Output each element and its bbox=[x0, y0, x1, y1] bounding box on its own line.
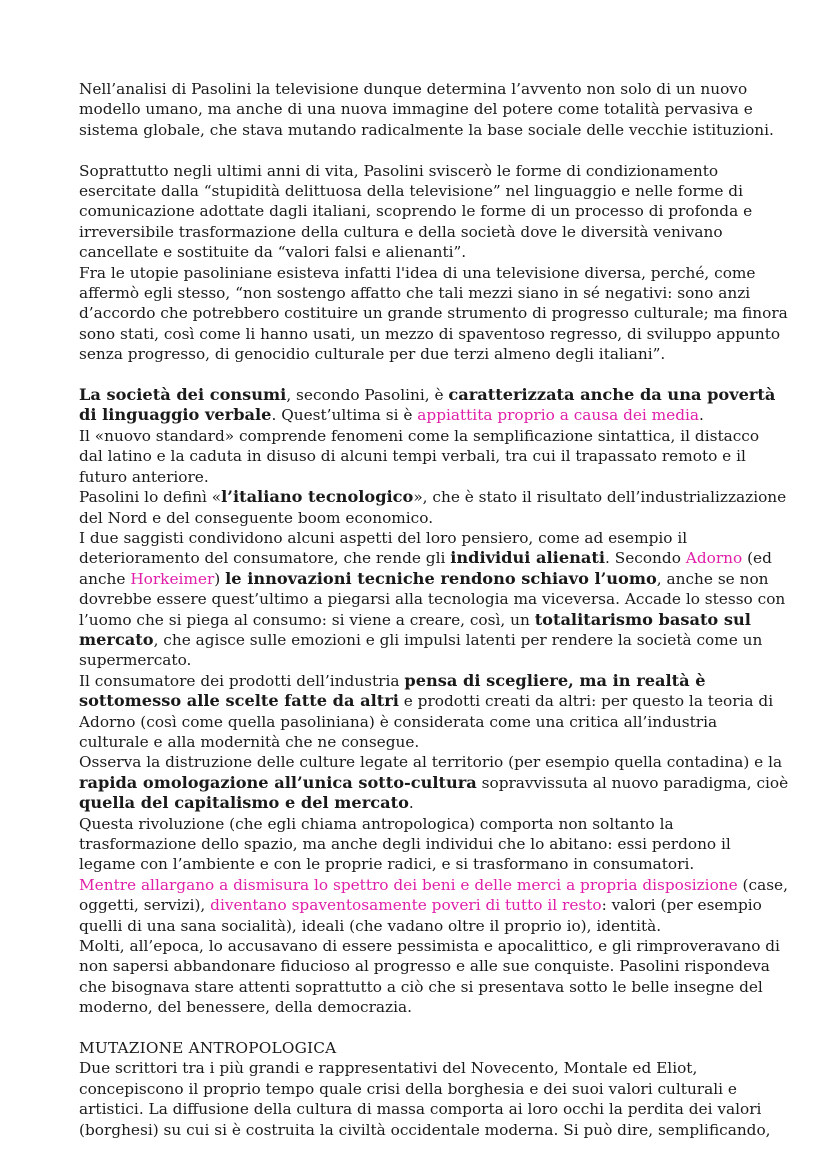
text-line bbox=[79, 772, 789, 793]
text-line bbox=[79, 385, 776, 405]
text-line: Fra le utopie pasoliniane esisteva infatti l'idea di una televisione diversa, perché, come bbox=[79, 263, 756, 282]
paragraph-mutation bbox=[79, 1058, 771, 1140]
text-run: : valori (per esempio bbox=[601, 896, 762, 915]
bold-text: le innovazioni tecniche rendono schiavo l’uomo bbox=[225, 568, 657, 588]
text-line bbox=[79, 793, 759, 813]
text-run: Pasolini lo definì « bbox=[79, 488, 222, 507]
paragraph-conditioning bbox=[79, 161, 788, 365]
text-run: oggetti, servizi), bbox=[79, 896, 211, 915]
text-line: che bisognava stare attenti soprattutto a ciò che si presentava sotto le belle insegne del bbox=[79, 977, 763, 996]
text-run: , secondo Pasolini, è bbox=[286, 386, 449, 405]
bold-text: di linguaggio verbale bbox=[79, 405, 272, 425]
text-run: . Secondo bbox=[605, 549, 686, 568]
bold-text: quella del capitalismo e del mercato bbox=[79, 793, 409, 813]
text-run: anche bbox=[79, 569, 131, 588]
text-line bbox=[79, 671, 759, 691]
text-run: ) bbox=[214, 569, 226, 588]
text-line: concepiscono il proprio tempo quale crisi della borghesia e dei suoi valori culturali e bbox=[79, 1079, 737, 1098]
text-line bbox=[79, 405, 759, 425]
text-run: », che è stato il risultato dell’industrializzazione bbox=[413, 488, 787, 507]
bold-text: totalitarismo basato sul bbox=[534, 609, 751, 629]
bold-text: caratterizzata anche da una povertà bbox=[448, 385, 776, 405]
text-line bbox=[79, 610, 759, 630]
text-line: artistici. La diffusione della cultura di massa comporta ai loro occhi la perdita dei valori bbox=[79, 1100, 762, 1119]
text-line: sistema globale, che stava mutando radicalmente la base sociale delle vecchie istituzioni. bbox=[79, 120, 774, 139]
text-line: supermercato. bbox=[79, 651, 192, 670]
text-line: Il «nuovo standard» comprende fenomeni come la semplificazione sintattica, il distacco bbox=[79, 426, 760, 445]
text-line: irreversibile trasformazione della cultura e della società dove le diversità venivano bbox=[79, 222, 723, 241]
highlight-text: Horkeimer bbox=[130, 569, 215, 588]
text-line: sono stati, così come li hanno usati, un mezzo di spaventoso regresso, di sviluppo appunto bbox=[79, 324, 781, 343]
bold-text: sottomesso alle scelte fatte da altri bbox=[79, 691, 399, 711]
bold-text: individui alienati bbox=[450, 548, 606, 568]
text-line: legame con l’ambiente e con le proprie radici, e si trasformano in consumatori. bbox=[79, 855, 695, 874]
text-run: l’uomo che si piega al consumo: si viene a creare, così, un bbox=[79, 610, 535, 629]
text-line: modello umano, ma anche di una nuova immagine del potere come totalità pervasiva e bbox=[79, 100, 753, 119]
text-run: (case, bbox=[737, 875, 788, 894]
text-line: non sapersi abbandonare fiducioso al progresso e alle sue conquiste. Pasolini rispondeva bbox=[79, 957, 770, 976]
text-run: (ed bbox=[742, 549, 772, 568]
text-run: . bbox=[408, 794, 414, 813]
bold-text: La società dei consumi bbox=[79, 385, 287, 405]
text-line: Adorno (così come quella pasoliniana) è considerata come una critica all’industria bbox=[79, 712, 718, 731]
text-line: d’accordo che potrebbero costituire un grande strumento di progresso culturale; ma finora bbox=[79, 304, 788, 323]
text-line bbox=[79, 487, 787, 507]
text-line: quelli di una sana socialità), ideali (che vadano oltre il proprio io), identità. bbox=[79, 916, 662, 935]
bold-text: l’italiano tecnologico bbox=[221, 487, 414, 507]
text-line: affermò egli stesso, “non sostengo affatto che tali mezzi siano in sé negativi: sono anzi bbox=[79, 284, 751, 303]
document-page bbox=[79, 79, 789, 1140]
text-line: cancellate e sostituite da “valori falsi e alienanti”. bbox=[79, 243, 467, 262]
text-line: Soprattutto negli ultimi anni di vita, Pasolini sviscerò le forme di condizionamento bbox=[79, 161, 719, 180]
text-line: I due saggisti condividono alcuni aspetti del loro pensiero, come ad esempio il bbox=[79, 528, 688, 547]
text-line: Questa rivoluzione (che egli chiama antropologica) comporta non soltanto la bbox=[79, 814, 674, 833]
text-line: Molti, all’epoca, lo accusavano di essere pessimista e apocalittico, e gli rimproveravano di bbox=[79, 937, 780, 956]
text-line: futuro anteriore. bbox=[79, 467, 209, 486]
text-line: culturale e alla modernità che ne consegue. bbox=[79, 732, 420, 751]
text-run: e prodotti creati da altri: per questo la teoria di bbox=[398, 692, 774, 711]
text-line: (borghesi) su cui si è costruita la civiltà occidentale moderna. Si può dire, semplificando, bbox=[79, 1120, 771, 1139]
text-line: del Nord e del conseguente boom economico. bbox=[79, 508, 434, 527]
text-line: comunicazione adottate dagli italiani, scoprendo le forme di un processo di profonda e bbox=[79, 202, 753, 221]
bold-text: pensa di scegliere, ma in realtà è bbox=[404, 670, 706, 690]
bold-text: mercato bbox=[79, 629, 154, 649]
paragraph-consumer-society bbox=[79, 385, 789, 1018]
text-run: Il consumatore dei prodotti dell’industria bbox=[79, 671, 405, 690]
paragraph-tv-power bbox=[79, 79, 774, 140]
text-line: moderno, del benessere, della democrazia. bbox=[79, 998, 412, 1017]
text-line: dovrebbe essere quest’ultimo a piegarsi alla tecnologia ma viceversa. Accade lo stesso con bbox=[79, 590, 786, 609]
highlight-text: Mentre allargano a dismisura lo spettro dei beni e delle merci a propria disposizione bbox=[79, 875, 738, 894]
text-line: dal latino e la caduta in disuso di alcuni tempi verbali, tra cui il trapassato remoto e il bbox=[79, 447, 746, 466]
highlight-text: Adorno bbox=[685, 549, 743, 568]
bold-text: rapida omologazione all’unica sotto-cultura bbox=[79, 772, 477, 792]
highlight-text: appiattita proprio a causa dei media bbox=[417, 406, 700, 425]
text-run: sopravvissuta al nuovo paradigma, cioè bbox=[476, 773, 789, 792]
text-line bbox=[79, 548, 772, 568]
text-line bbox=[79, 629, 763, 650]
text-run: , che agisce sulle emozioni e gli impulsi latenti per rendere la società come un bbox=[153, 630, 763, 649]
text-line: Due scrittori tra i più grandi e rappresentativi del Novecento, Montale ed Eliot, bbox=[79, 1059, 698, 1078]
text-line: Osserva la distruzione delle culture legate al territorio (per esempio quella contadina) e la bbox=[79, 753, 783, 772]
text-line: trasformazione dello spazio, ma anche degli individui che lo abitano: essi perdono il bbox=[79, 835, 731, 853]
text-line bbox=[79, 691, 774, 711]
text-line: esercitate dalla “stupidità delittuosa della televisione” nel linguaggio e nelle forme di bbox=[79, 182, 743, 201]
text-run: . Quest’ultima si è bbox=[271, 406, 418, 425]
text-line bbox=[79, 895, 762, 915]
highlight-text: diventano spaventosamente poveri di tutto il resto bbox=[210, 896, 602, 915]
text-run: . bbox=[699, 406, 704, 425]
text-line bbox=[79, 568, 769, 589]
section-heading: MUTAZIONE ANTROPOLOGICA bbox=[79, 1039, 337, 1058]
text-run: , anche se non bbox=[656, 569, 769, 588]
text-line: senza progresso, di genocidio culturale per due terzi almeno degli italiani”. bbox=[79, 345, 666, 364]
text-run: deterioramento del consumatore, che rende gli bbox=[79, 549, 451, 568]
text-line: Nell’analisi di Pasolini la televisione dunque determina l’avvento non solo di un nuovo bbox=[79, 80, 748, 98]
text-line bbox=[79, 875, 788, 895]
